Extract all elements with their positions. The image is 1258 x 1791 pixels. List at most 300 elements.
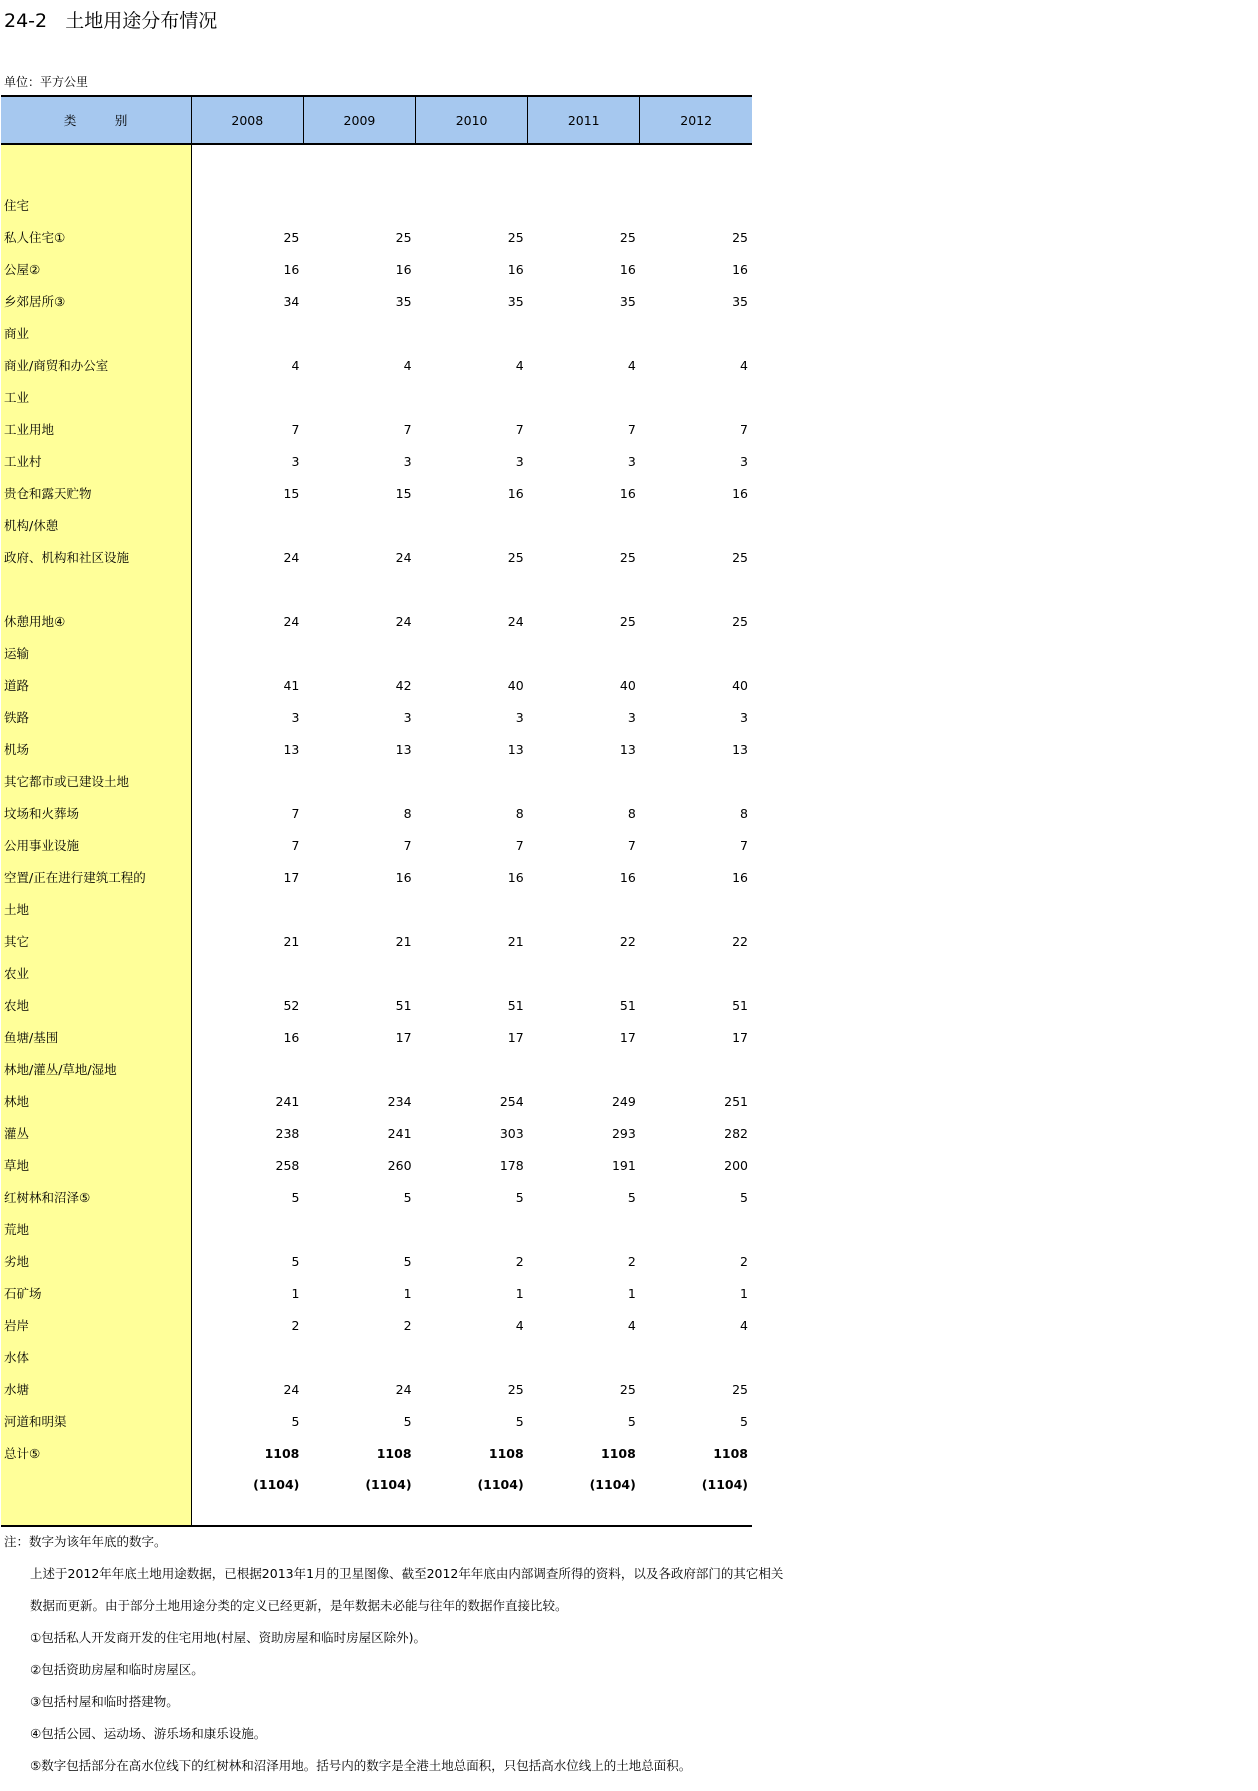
value-cell bbox=[416, 1341, 528, 1373]
value-cell bbox=[416, 1053, 528, 1085]
value-cell: 13 bbox=[283, 741, 300, 757]
value-cell bbox=[303, 189, 415, 221]
value-cell: 4 bbox=[291, 357, 300, 373]
value-cell: 25 bbox=[619, 229, 636, 245]
row-label: 运输 bbox=[1, 637, 191, 669]
value-cell: 42 bbox=[395, 677, 412, 693]
value-cell: 4 bbox=[740, 357, 748, 373]
value-cell: 5 bbox=[403, 1189, 412, 1205]
value-cell bbox=[416, 637, 528, 669]
value-cell: 22 bbox=[619, 933, 636, 949]
table-row bbox=[1, 509, 752, 541]
value-cell: 24 bbox=[283, 1381, 300, 1397]
value-cell: 258 bbox=[275, 1157, 300, 1173]
note-line: 数据而更新。由于部分土地用途分类的定义已经更新，是年数据未必能与往年的数据作直接比较。 bbox=[30, 1598, 568, 1613]
table-row bbox=[1, 957, 752, 989]
value-cell bbox=[640, 765, 752, 797]
row-label: 空置/正在进行建筑工程的 bbox=[1, 861, 191, 893]
table-row bbox=[1, 605, 752, 637]
value-cell: 4 bbox=[627, 357, 636, 373]
table-row bbox=[1, 1277, 752, 1309]
value-cell bbox=[528, 1341, 640, 1373]
value-cell bbox=[303, 1053, 415, 1085]
value-cell: 24 bbox=[283, 613, 300, 629]
value-cell bbox=[416, 381, 528, 413]
value-cell bbox=[416, 893, 528, 925]
table-row bbox=[1, 573, 752, 605]
value-cell: 4 bbox=[515, 357, 524, 373]
row-label: 水体 bbox=[1, 1341, 191, 1373]
value-cell bbox=[640, 317, 752, 349]
land-use-table bbox=[1, 95, 752, 1527]
note-line: ③包括村屋和临时搭建物。 bbox=[30, 1694, 179, 1709]
row-label: 公用事业设施 bbox=[1, 829, 191, 861]
value-cell: 1 bbox=[740, 1285, 748, 1301]
row-label: 贵仓和露天贮物 bbox=[1, 477, 191, 509]
value-cell: 1 bbox=[403, 1285, 412, 1301]
value-cell: 40 bbox=[732, 677, 748, 693]
value-cell: 21 bbox=[507, 933, 524, 949]
value-cell bbox=[528, 1213, 640, 1245]
value-cell: 3 bbox=[740, 453, 748, 469]
unit-label: 单位：平方公里 bbox=[4, 75, 89, 89]
value-cell: (1104) bbox=[191, 1469, 303, 1526]
row-label: 铁路 bbox=[1, 701, 191, 733]
value-cell bbox=[528, 893, 640, 925]
value-cell: 15 bbox=[283, 485, 300, 501]
value-cell: 2 bbox=[515, 1253, 524, 1269]
spacer-cell bbox=[640, 144, 752, 189]
value-cell: 7 bbox=[627, 837, 636, 853]
value-cell: 16 bbox=[283, 261, 300, 277]
row-label: 鱼塘/基围 bbox=[1, 1021, 191, 1053]
row-label: 公屋② bbox=[1, 253, 191, 285]
table-body bbox=[1, 144, 752, 1526]
value-cell: 35 bbox=[507, 293, 524, 309]
row-label bbox=[1, 1469, 191, 1526]
value-cell: 25 bbox=[619, 613, 636, 629]
value-cell: 254 bbox=[499, 1093, 524, 1109]
row-label: 林地/灌丛/草地/湿地 bbox=[1, 1053, 191, 1085]
value-cell: 51 bbox=[507, 997, 524, 1013]
value-cell: 25 bbox=[507, 549, 524, 565]
value-cell: 234 bbox=[387, 1093, 412, 1109]
row-label: 工业村 bbox=[1, 445, 191, 477]
note-line: ①包括私人开发商开发的住宅用地(村屋、资助房屋和临时房屋区除外)。 bbox=[30, 1630, 426, 1645]
value-cell: 5 bbox=[515, 1413, 524, 1429]
table-row bbox=[1, 1213, 752, 1245]
value-cell: 8 bbox=[403, 805, 412, 821]
row-label: 其它都市或已建设土地 bbox=[1, 765, 191, 797]
value-cell: 51 bbox=[619, 997, 636, 1013]
value-cell: 35 bbox=[732, 293, 748, 309]
header-category-char-a: 类 bbox=[63, 113, 77, 128]
row-label: 石矿场 bbox=[1, 1277, 191, 1309]
value-cell: 1 bbox=[291, 1285, 300, 1301]
value-cell: 5 bbox=[403, 1413, 412, 1429]
value-cell: 3 bbox=[291, 709, 300, 725]
value-cell: 3 bbox=[515, 453, 524, 469]
value-cell bbox=[528, 189, 640, 221]
value-cell: 7 bbox=[627, 421, 636, 437]
value-cell bbox=[416, 957, 528, 989]
header-year: 2012 bbox=[640, 96, 752, 144]
table-row bbox=[1, 445, 752, 477]
note-line: 上述于2012年年底土地用途数据，已根据2013年1月的卫星图像、截至2012年年底由内部调查所得的资料，以及各政府部门的其它相关 bbox=[30, 1566, 784, 1581]
value-cell bbox=[528, 637, 640, 669]
value-cell bbox=[416, 509, 528, 541]
header-year: 2010 bbox=[416, 96, 528, 144]
table-row bbox=[1, 1085, 752, 1117]
table-row bbox=[1, 1181, 752, 1213]
value-cell: 8 bbox=[740, 805, 748, 821]
table-row bbox=[1, 989, 752, 1021]
value-cell bbox=[528, 765, 640, 797]
value-cell bbox=[640, 509, 752, 541]
value-cell: 191 bbox=[611, 1157, 636, 1173]
value-cell bbox=[528, 509, 640, 541]
value-cell bbox=[416, 189, 528, 221]
value-cell: 17 bbox=[283, 869, 300, 885]
value-cell: 1108 bbox=[601, 1445, 636, 1461]
table-row bbox=[1, 1021, 752, 1053]
value-cell: 13 bbox=[507, 741, 524, 757]
value-cell: 2 bbox=[291, 1317, 300, 1333]
value-cell: (1104) bbox=[416, 1469, 528, 1526]
row-label: 水塘 bbox=[1, 1373, 191, 1405]
table-row bbox=[1, 1405, 752, 1437]
table-row bbox=[1, 797, 752, 829]
value-cell: 25 bbox=[283, 229, 300, 245]
value-cell bbox=[191, 957, 303, 989]
value-cell bbox=[416, 765, 528, 797]
value-cell: 8 bbox=[627, 805, 636, 821]
value-cell: 15 bbox=[395, 485, 412, 501]
table-spacer-row bbox=[1, 144, 752, 189]
row-label: 红树林和沼泽⑤ bbox=[1, 1181, 191, 1213]
value-cell bbox=[303, 957, 415, 989]
value-cell bbox=[640, 381, 752, 413]
table-row bbox=[1, 189, 752, 221]
row-label: 其它 bbox=[1, 925, 191, 957]
value-cell bbox=[191, 573, 303, 605]
value-cell: 5 bbox=[740, 1413, 748, 1429]
note-line: ④包括公园、运动场、游乐场和康乐设施。 bbox=[30, 1726, 267, 1741]
value-cell: 13 bbox=[395, 741, 412, 757]
value-cell bbox=[528, 573, 640, 605]
value-cell bbox=[528, 957, 640, 989]
table-row bbox=[1, 285, 752, 317]
row-label: 乡郊居所③ bbox=[1, 285, 191, 317]
value-cell bbox=[416, 317, 528, 349]
value-cell: 24 bbox=[283, 549, 300, 565]
value-cell: 4 bbox=[403, 357, 412, 373]
value-cell bbox=[640, 1213, 752, 1245]
note-line: ②包括资助房屋和临时房屋区。 bbox=[30, 1662, 204, 1677]
value-cell bbox=[640, 957, 752, 989]
value-cell: 16 bbox=[507, 869, 524, 885]
value-cell: 13 bbox=[619, 741, 636, 757]
value-cell bbox=[303, 317, 415, 349]
value-cell: 25 bbox=[507, 229, 524, 245]
value-cell bbox=[191, 317, 303, 349]
table-row bbox=[1, 1053, 752, 1085]
value-cell: 25 bbox=[732, 549, 748, 565]
value-cell bbox=[191, 509, 303, 541]
table-row bbox=[1, 925, 752, 957]
row-label: 机场 bbox=[1, 733, 191, 765]
value-cell: 249 bbox=[611, 1093, 636, 1109]
value-cell: 5 bbox=[740, 1189, 748, 1205]
value-cell: 4 bbox=[740, 1317, 748, 1333]
table-row bbox=[1, 477, 752, 509]
value-cell bbox=[191, 1213, 303, 1245]
value-cell: 16 bbox=[732, 485, 748, 501]
value-cell bbox=[191, 765, 303, 797]
value-cell: 3 bbox=[403, 453, 412, 469]
value-cell: 3 bbox=[740, 709, 748, 725]
row-label: 河道和明渠 bbox=[1, 1405, 191, 1437]
value-cell bbox=[416, 573, 528, 605]
value-cell: 21 bbox=[283, 933, 300, 949]
page-title: 24-2 土地用途分布情况 bbox=[4, 10, 218, 32]
header-year: 2008 bbox=[191, 96, 303, 144]
row-label: 林地 bbox=[1, 1085, 191, 1117]
value-cell bbox=[303, 765, 415, 797]
table-row bbox=[1, 381, 752, 413]
value-cell: 16 bbox=[507, 485, 524, 501]
table-row bbox=[1, 893, 752, 925]
value-cell: 5 bbox=[291, 1189, 300, 1205]
value-cell: 25 bbox=[619, 549, 636, 565]
value-cell bbox=[528, 1053, 640, 1085]
value-cell: 16 bbox=[395, 869, 412, 885]
value-cell bbox=[191, 893, 303, 925]
header-category bbox=[1, 96, 191, 144]
row-label: 坟场和火葬场 bbox=[1, 797, 191, 829]
row-label: 道路 bbox=[1, 669, 191, 701]
value-cell: 34 bbox=[283, 293, 300, 309]
value-cell: 3 bbox=[515, 709, 524, 725]
row-label: 休憩用地④ bbox=[1, 605, 191, 637]
value-cell: 4 bbox=[515, 1317, 524, 1333]
footnotes bbox=[4, 1535, 1244, 1791]
value-cell: 25 bbox=[619, 1381, 636, 1397]
value-cell: 3 bbox=[627, 709, 636, 725]
value-cell bbox=[640, 1053, 752, 1085]
row-label: 草地 bbox=[1, 1149, 191, 1181]
value-cell: 8 bbox=[515, 805, 524, 821]
header-category-char-b: 别 bbox=[114, 113, 128, 128]
header-year: 2009 bbox=[303, 96, 415, 144]
table-row bbox=[1, 1117, 752, 1149]
value-cell: 1108 bbox=[264, 1445, 300, 1461]
value-cell: 5 bbox=[291, 1253, 300, 1269]
value-cell: 2 bbox=[627, 1253, 636, 1269]
spacer-cell bbox=[528, 144, 640, 189]
row-label: 荒地 bbox=[1, 1213, 191, 1245]
table-row bbox=[1, 1373, 752, 1405]
value-cell: 24 bbox=[395, 613, 412, 629]
value-cell: 24 bbox=[507, 613, 524, 629]
value-cell bbox=[303, 893, 415, 925]
value-cell: 260 bbox=[387, 1157, 412, 1173]
value-cell: 7 bbox=[403, 837, 412, 853]
value-cell: 21 bbox=[395, 933, 412, 949]
table-row bbox=[1, 701, 752, 733]
value-cell bbox=[528, 381, 640, 413]
value-cell: (1104) bbox=[528, 1469, 640, 1526]
value-cell bbox=[303, 509, 415, 541]
value-cell: 17 bbox=[395, 1029, 412, 1045]
table-row bbox=[1, 221, 752, 253]
row-label: 灌丛 bbox=[1, 1117, 191, 1149]
value-cell: 238 bbox=[275, 1125, 300, 1141]
value-cell: 25 bbox=[507, 1381, 524, 1397]
row-label: 劣地 bbox=[1, 1245, 191, 1277]
value-cell: 51 bbox=[395, 997, 412, 1013]
row-label: 工业 bbox=[1, 381, 191, 413]
row-label: 住宅 bbox=[1, 189, 191, 221]
table-row bbox=[1, 1469, 752, 1526]
value-cell: 16 bbox=[395, 261, 412, 277]
spacer-label-cell bbox=[1, 144, 191, 189]
value-cell: 7 bbox=[291, 837, 300, 853]
row-label: 岩岸 bbox=[1, 1309, 191, 1341]
value-cell bbox=[303, 1341, 415, 1373]
value-cell bbox=[640, 1341, 752, 1373]
table-row bbox=[1, 1341, 752, 1373]
row-label: 土地 bbox=[1, 893, 191, 925]
value-cell: 7 bbox=[291, 805, 300, 821]
table-row bbox=[1, 1149, 752, 1181]
value-cell: (1104) bbox=[640, 1469, 752, 1526]
value-cell: 3 bbox=[627, 453, 636, 469]
value-cell: 3 bbox=[403, 709, 412, 725]
value-cell: 40 bbox=[619, 677, 636, 693]
value-cell: 293 bbox=[611, 1125, 636, 1141]
value-cell bbox=[303, 573, 415, 605]
value-cell: 2 bbox=[403, 1317, 412, 1333]
table-row bbox=[1, 765, 752, 797]
spacer-cell bbox=[191, 144, 303, 189]
value-cell: 16 bbox=[283, 1029, 300, 1045]
row-label: 政府、机构和社区设施 bbox=[1, 541, 191, 573]
value-cell bbox=[640, 189, 752, 221]
table-row bbox=[1, 253, 752, 285]
table-row bbox=[1, 1309, 752, 1341]
value-cell bbox=[416, 1213, 528, 1245]
table-row bbox=[1, 637, 752, 669]
value-cell: 25 bbox=[732, 1381, 748, 1397]
row-label: 农业 bbox=[1, 957, 191, 989]
value-cell: 7 bbox=[515, 421, 524, 437]
value-cell: 282 bbox=[724, 1125, 748, 1141]
value-cell: 251 bbox=[724, 1093, 748, 1109]
table-row bbox=[1, 861, 752, 893]
value-cell: 35 bbox=[619, 293, 636, 309]
value-cell: 1 bbox=[515, 1285, 524, 1301]
table-row bbox=[1, 349, 752, 381]
value-cell: 51 bbox=[732, 997, 748, 1013]
value-cell bbox=[191, 637, 303, 669]
value-cell: 25 bbox=[732, 613, 748, 629]
value-cell: 4 bbox=[627, 1317, 636, 1333]
value-cell: 17 bbox=[732, 1029, 748, 1045]
table-row bbox=[1, 413, 752, 445]
value-cell: 16 bbox=[732, 869, 748, 885]
value-cell: 17 bbox=[507, 1029, 524, 1045]
value-cell bbox=[640, 893, 752, 925]
value-cell: 40 bbox=[507, 677, 524, 693]
table-row bbox=[1, 669, 752, 701]
value-cell: 13 bbox=[732, 741, 748, 757]
value-cell: 25 bbox=[732, 229, 748, 245]
value-cell: 5 bbox=[291, 1413, 300, 1429]
value-cell: 41 bbox=[283, 677, 300, 693]
value-cell: 35 bbox=[395, 293, 412, 309]
value-cell: 5 bbox=[627, 1189, 636, 1205]
value-cell bbox=[640, 573, 752, 605]
value-cell: 7 bbox=[740, 421, 748, 437]
row-label: 农地 bbox=[1, 989, 191, 1021]
value-cell: 7 bbox=[403, 421, 412, 437]
row-label: 商业/商贸和办公室 bbox=[1, 349, 191, 381]
value-cell bbox=[528, 317, 640, 349]
value-cell: 16 bbox=[619, 485, 636, 501]
value-cell: 16 bbox=[619, 869, 636, 885]
header-year: 2011 bbox=[528, 96, 640, 144]
value-cell: 5 bbox=[515, 1189, 524, 1205]
value-cell bbox=[191, 189, 303, 221]
table-row bbox=[1, 733, 752, 765]
value-cell: 16 bbox=[732, 261, 748, 277]
value-cell: 25 bbox=[395, 229, 412, 245]
value-cell: 5 bbox=[627, 1413, 636, 1429]
value-cell: 1108 bbox=[488, 1445, 524, 1461]
value-cell: 3 bbox=[291, 453, 300, 469]
value-cell: 2 bbox=[740, 1253, 748, 1269]
value-cell bbox=[303, 637, 415, 669]
table-row bbox=[1, 1245, 752, 1277]
row-label: 商业 bbox=[1, 317, 191, 349]
table-row bbox=[1, 1437, 752, 1469]
value-cell: 1108 bbox=[713, 1445, 748, 1461]
table-header-row bbox=[1, 96, 752, 144]
value-cell bbox=[191, 1341, 303, 1373]
value-cell: 24 bbox=[395, 1381, 412, 1397]
value-cell: 22 bbox=[732, 933, 748, 949]
value-cell: 1108 bbox=[376, 1445, 412, 1461]
value-cell: 5 bbox=[403, 1253, 412, 1269]
table-row bbox=[1, 829, 752, 861]
note-line: 注：数字为该年年底的数字。 bbox=[4, 1534, 167, 1549]
value-cell: 178 bbox=[499, 1157, 524, 1173]
value-cell: (1104) bbox=[303, 1469, 415, 1526]
value-cell bbox=[191, 1053, 303, 1085]
value-cell: 241 bbox=[387, 1125, 412, 1141]
value-cell: 7 bbox=[291, 421, 300, 437]
row-label: 机构/休憩 bbox=[1, 509, 191, 541]
value-cell bbox=[640, 637, 752, 669]
table-row bbox=[1, 317, 752, 349]
value-cell: 303 bbox=[499, 1125, 524, 1141]
value-cell: 24 bbox=[395, 549, 412, 565]
row-label bbox=[1, 573, 191, 605]
row-label: 私人住宅① bbox=[1, 221, 191, 253]
value-cell: 52 bbox=[283, 997, 300, 1013]
value-cell: 17 bbox=[619, 1029, 636, 1045]
